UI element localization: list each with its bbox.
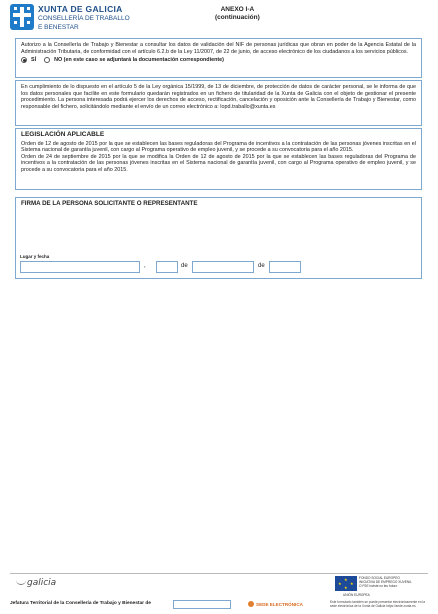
- signature-box: [15, 197, 422, 279]
- sede-icon: [248, 601, 254, 607]
- de-separator-2: de: [258, 263, 265, 269]
- place-date-label: Lugar y fecha: [20, 254, 50, 259]
- radio-yes[interactable]: [21, 57, 27, 63]
- year-input[interactable]: [269, 261, 301, 273]
- privacy-text: En cumplimiento de lo dispuesto en el artículo 5 de la Ley orgánica 15/1999, de 13 de diciembre, de protección de datos de carácter personal, se le informa de que los datos personales que facilite en este formulario quedarán registrados en un fichero de titularidad de la Xunta de Galicia con el objeto de gestionar el presente procedimiento. La persona interesada podrá ejercer los derechos de acceso, rectificación, cancelación y oposición ante la Consellería de Trabajo y Bienestar, como responsable del fichero, solicitándolo mediante el envío de un correo electrónico a: lopd.traballo@xunta.es: [21, 84, 416, 110]
- eu-flag-icon: ★ ★ ★ ★: [335, 576, 357, 591]
- sede-electronica[interactable]: [248, 601, 303, 607]
- footer-divider: [10, 573, 428, 574]
- galicia-swoosh-icon: [16, 579, 26, 585]
- signature-title: FIRMA DE LA PERSONA SOLICITANTE O REPRESENTANTE: [21, 200, 198, 207]
- eu-line-3: O FSE inviste no teu futuro: [359, 583, 398, 588]
- organization-name: [38, 5, 130, 32]
- authorization-text: Autorizo a la Consellería de Trabajo y Bienestar a consultar los datos de validación del NIF de personas jurídicas que obran en poder de la Agencia Estatal de la Administración Tributaria, de conformidad con el artículo 6.2.b de la Ley 11/2007, de 22 de junio, de acceso electrónico de los ciudadanos a los servicios públicos.: [21, 42, 416, 55]
- month-input[interactable]: [192, 261, 254, 273]
- legislation-title: LEGISLACIÓN APLICABLE: [21, 131, 105, 138]
- authorization-box: [15, 38, 422, 78]
- sede-label: SEDE ELECTRÓNICA: [256, 601, 303, 607]
- galicia-logo-text: galicia: [27, 578, 57, 588]
- sede-note: Este formulario también se puede presentar electrónicamente en la sede electrónica de la Xunta de Galicia https://sede.xunta.es: [330, 600, 425, 608]
- annex-heading: [215, 6, 260, 22]
- eu-fund-text: [359, 577, 419, 588]
- privacy-notice-box: [15, 80, 422, 126]
- annex-subtitle: (continuación): [215, 14, 260, 21]
- authorization-options: [21, 57, 416, 64]
- legislation-paragraph-1: Orden de 12 de agosto de 2015 por la que se establecen las bases reguladoras del Programa de incentivos a la contratación de las personas jóvenes inscritas en el Sistema nacional de garantía juvenil, con cargo al Programa operativo de empleo juvenil, y se procede a su convocatoria para el año 2015.: [21, 140, 416, 154]
- document-header: [10, 4, 430, 36]
- department-line-1: CONSELLERÍA DE TRABALLO: [38, 15, 130, 22]
- eu-union-label: UNIÓN EUROPEA: [343, 593, 370, 597]
- xunta-logo-icon: [10, 4, 34, 30]
- radio-no[interactable]: [44, 57, 50, 63]
- department-line-2: E BENESTAR: [38, 24, 79, 31]
- comma-separator: ,: [144, 263, 146, 269]
- day-input[interactable]: [156, 261, 178, 273]
- legislation-box: [15, 128, 422, 190]
- de-separator-1: de: [181, 263, 188, 269]
- galicia-logo: [16, 578, 56, 588]
- place-input[interactable]: [20, 261, 140, 273]
- brand-name: XUNTA DE GALICIA: [38, 4, 123, 14]
- eu-line-2: INICIATIVA DE EMPREGO XUVENIL: [359, 579, 412, 584]
- jefatura-label: Jefatura Territorial de la Consellería de Trabajo y Bienestar de: [10, 601, 151, 606]
- eu-line-1: FONDO SOCIAL EUROPEO: [359, 576, 400, 580]
- jefatura-input[interactable]: [173, 600, 231, 609]
- legislation-paragraph-2: Orden de 24 de septiembre de 2015 por la que se modifica la Orden de 12 de agosto de 2015 por la que se establecen las bases reguladoras del Programa de incentivos a la contratación de las personas jóvenes inscritas en el Sistema nacional de garantía juvenil, con cargo al Programa operativo de empleo juvenil, y se procede a su convocatoria para el año 2015.: [21, 153, 416, 173]
- radio-yes-label: SÍ: [31, 57, 37, 64]
- radio-no-label: NO (en este caso se adjuntará la documentación correspondiente): [54, 57, 224, 64]
- annex-title: ANEXO I-A: [220, 6, 255, 13]
